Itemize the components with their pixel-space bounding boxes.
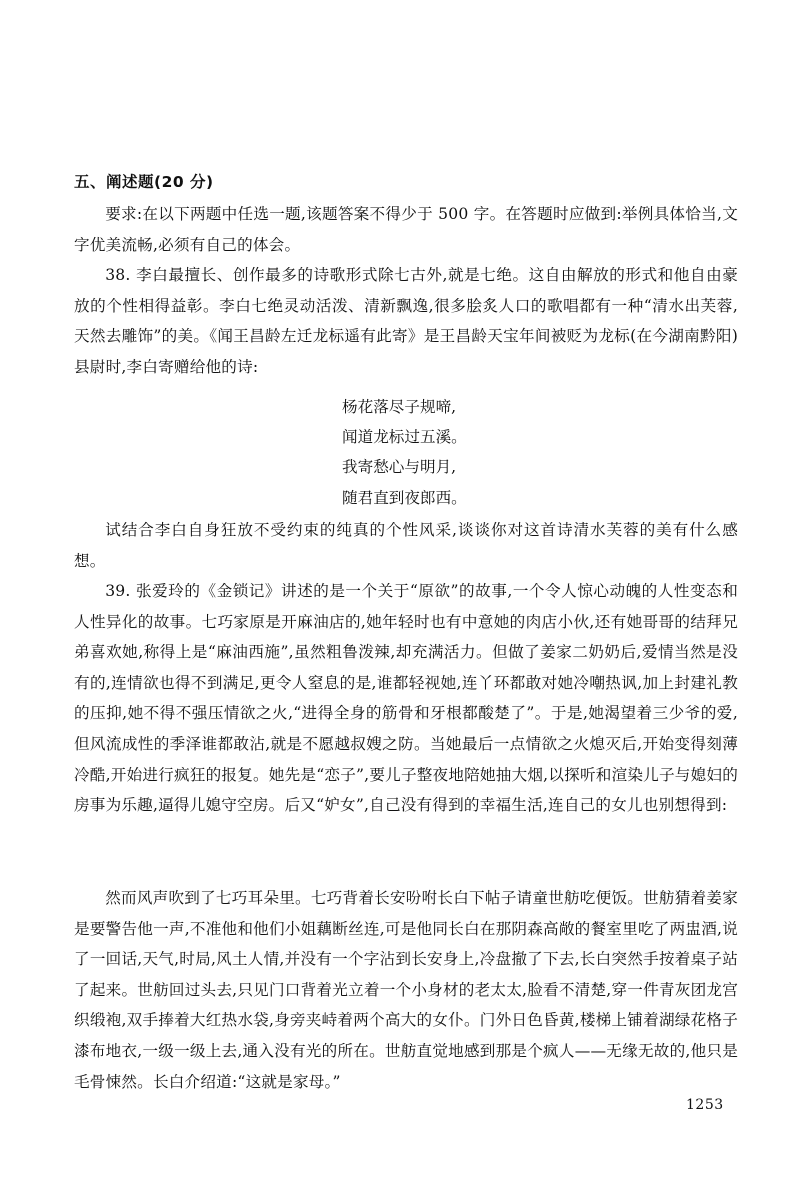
- poem-line: 杨花落尽子规啼,: [342, 398, 457, 416]
- question-38-intro: 38. 李白最擅长、创作最多的诗歌形式除七古外,就是七绝。这自由解放的形式和他自由豪放的个性相得益彰。李白七绝灵动活泼、清新飘逸,很多脍炙人口的歌唱都有一种“清水出芙蓉,天然去雕饰”的美。《闻王昌龄左迁龙标遥有此寄》是王昌龄天宝年间被贬为龙标(在今湖南黔阳)县尉时,李白寄赠给他的诗:: [74, 266, 738, 376]
- question-39-excerpt: 然而风声吹到了七巧耳朵里。七巧背着长安吩咐长白下帖子请童世舫吃便饭。世舫猜着姜家是要警告他一声,不准他和他们小姐藕断丝连,可是他同长白在那阴森高敞的餐室里吃了两盅酒,说了一回话,天气,时局,风土人情,并没有一个字沾到长安身上,冷盘撤了下去,长白突然手按着桌子站了起来。世舫回过头去,只见门口背着光立着一个小身材的老太太,脸看不清楚,穿一件青灰团龙宫织缎袍,双手捧着大红热水袋,身旁夹峙着两个高大的女仆。门外日色昏黄,楼梯上铺着湖绿花格子漆布地衣,一级一级上去,通入没有光的所在。世舫直觉地感到那是个疯人——无缘无故的,他只是毛骨悚然。长白介绍道:“这就是家母。”: [74, 889, 738, 1091]
- section-title: 五、阐述题(20 分): [74, 173, 214, 191]
- question-39-intro-block: [74, 576, 738, 821]
- requirement-block: [74, 199, 738, 260]
- poem-line: 随君直到夜郎西。: [342, 488, 467, 507]
- requirement-paragraph: 要求:在以下两题中任选一题,该题答案不得少于 500 字。在答题时应做到:举例具体恰当,文字优美流畅,必须有自己的体会。: [74, 205, 738, 254]
- page-number: 1253: [686, 1097, 724, 1113]
- poem-line: 闻道龙标过五溪。: [342, 428, 467, 447]
- poem-block: [342, 392, 602, 513]
- question-39-excerpt-block: [74, 883, 738, 1097]
- question-39-intro: 39. 张爱玲的《金锁记》讲述的是一个关于“原欲”的故事,一个令人惊心动魄的人性变态和人性异化的故事。七巧家原是开麻油店的,她年轻时也有中意她的肉店小伙,还有她哥哥的结拜兄弟喜欢她,称得上是“麻油西施”,虽然粗鲁泼辣,却充满活力。但做了姜家二奶奶后,爱情当然是没有的,连情欲也得不到满足,更令人窒息的是,谁都轻视她,连丫环都敢对她冷嘲热讽,加上封建礼教的压抑,她不得不强压情欲之火,“进得全身的筋骨和牙根都酸楚了”。于是,她渴望着三少爷的爱,但风流成性的季泽谁都敢沾,就是不愿越叔嫂之防。当她最后一点情欲之火熄灭后,开始变得刻薄冷酷,开始进行疯狂的报复。她先是“恋子”,要儿子整夜地陪她抽大烟,以探听和渲染儿子与媳妇的房事为乐趣,逼得儿媳守空房。后又“妒女”,自己没有得到的幸福生活,连自己的女儿也别想得到:: [74, 582, 738, 815]
- question-38-prompt: 试结合李白自身狂放不受约束的纯真的个性风采,谈谈你对这首诗清水芙蓉的美有什么感想。: [74, 521, 738, 570]
- question-38-prompt-block: [74, 515, 738, 576]
- poem-line: 我寄愁心与明月,: [342, 458, 457, 477]
- question-38-intro-block: [74, 260, 738, 382]
